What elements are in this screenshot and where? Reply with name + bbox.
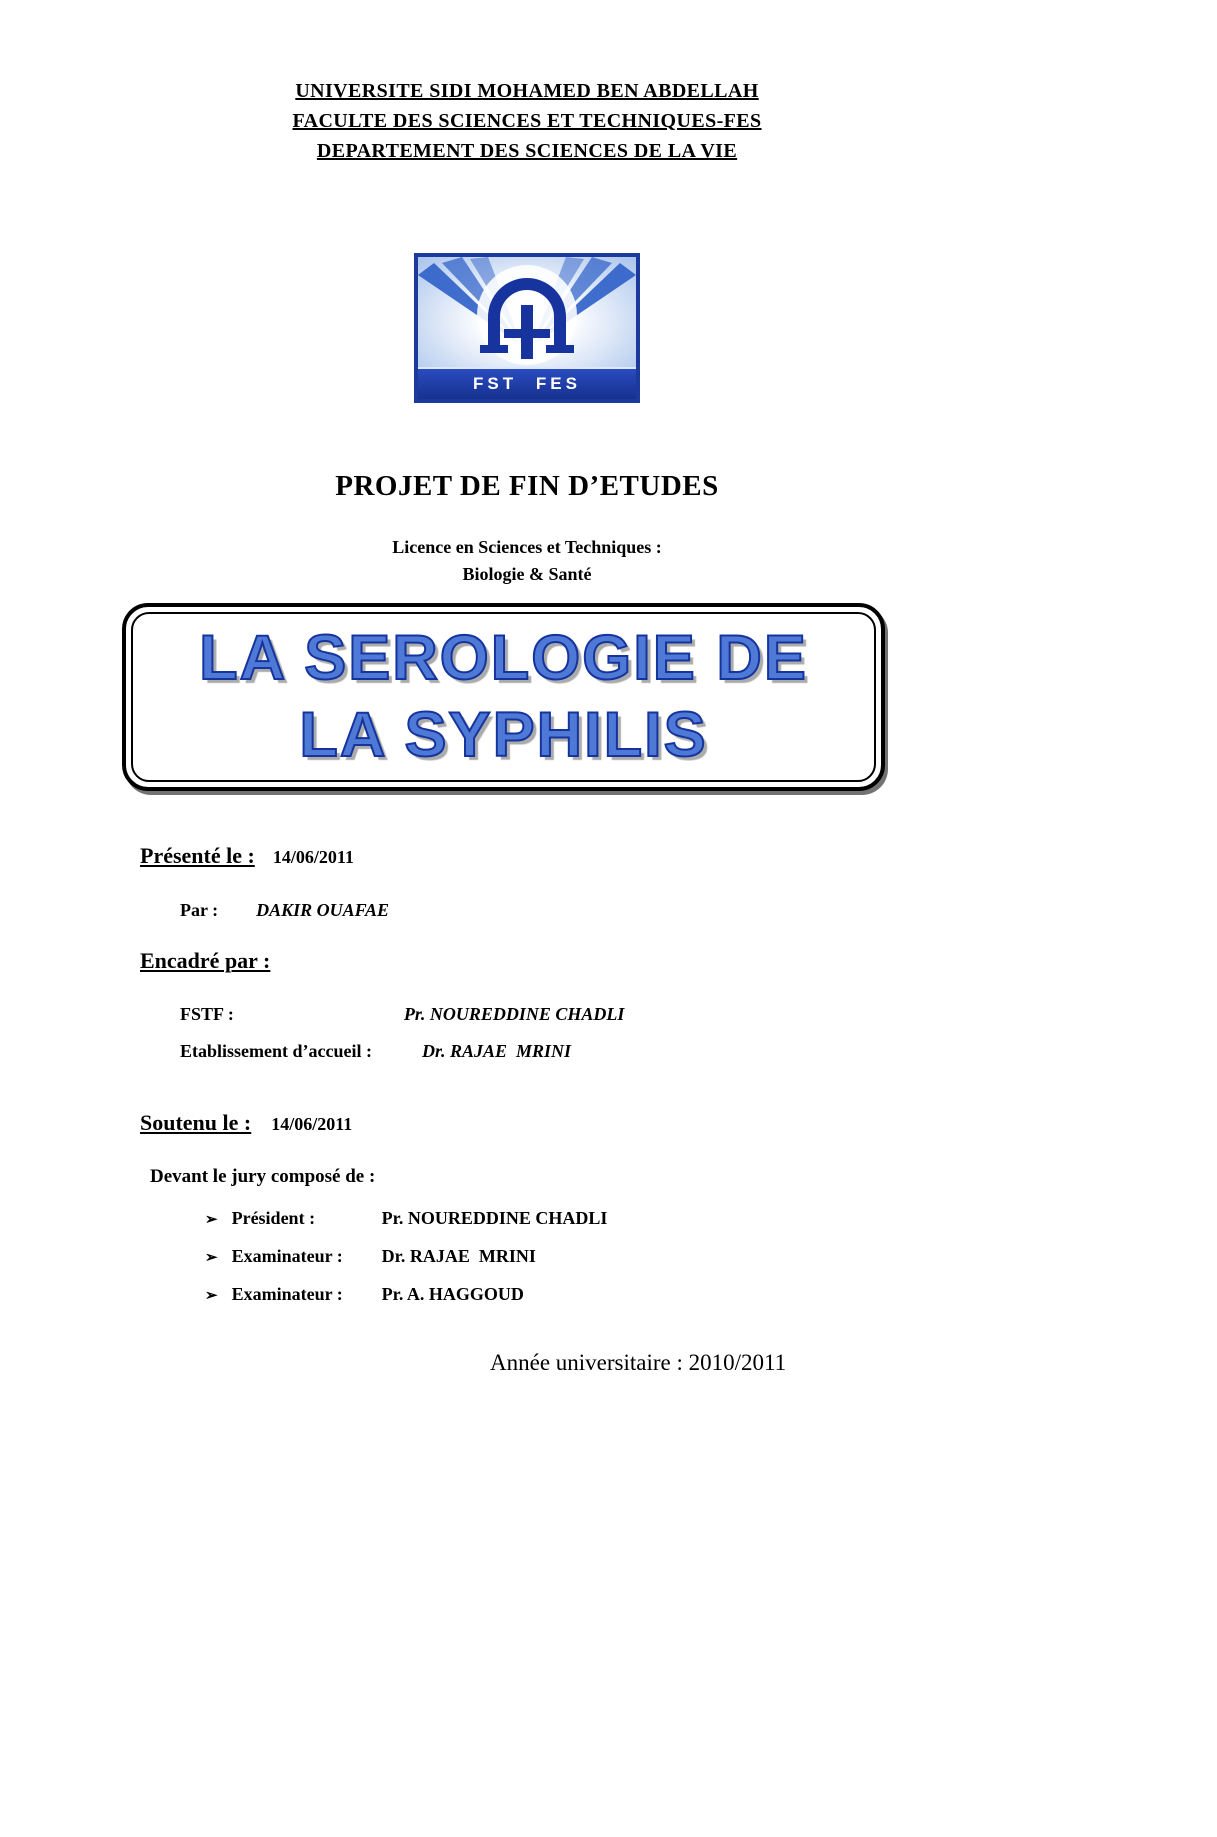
jury-role: Examinateur :	[231, 1284, 343, 1304]
jury-role: Président :	[231, 1208, 316, 1228]
host-institution-line	[180, 1041, 571, 1062]
university-header	[292, 76, 761, 166]
degree-line: Licence en Sciences et Techniques :	[392, 537, 662, 557]
presented-line	[140, 843, 354, 869]
jury-role: Examinateur :	[231, 1246, 343, 1266]
jury-item-examinateur-2	[205, 1284, 607, 1322]
soutenu-label: Soutenu le :	[140, 1110, 252, 1135]
jury-list	[205, 1208, 607, 1322]
encadre-label: Encadré par :	[140, 948, 271, 973]
specialty-line: Biologie & Santé	[462, 564, 592, 584]
jury-name: Pr. A. HAGGOUD	[381, 1284, 524, 1304]
main-title-line1: LA SEROLOGIE DE	[199, 623, 808, 693]
project-title: PROJET DE FIN D’ETUDES	[335, 470, 719, 502]
par-label: Par :	[180, 900, 219, 920]
etab-supervisor-name: Dr. RAJAE MRINI	[421, 1041, 572, 1061]
arrow-bullet-icon: ➢	[205, 1288, 218, 1304]
presented-label: Présenté le :	[140, 843, 255, 868]
fstf-label: FSTF :	[180, 1004, 234, 1024]
jury-intro: Devant le jury composé de :	[150, 1166, 376, 1187]
etab-label: Etablissement d’accueil :	[180, 1041, 372, 1061]
author-name: DAKIR OUAFAE	[256, 900, 390, 920]
fst-fes-logo	[414, 253, 640, 403]
jury-item-examinateur-1	[205, 1246, 607, 1284]
faculty-name: FACULTE DES SCIENCES ET TECHNIQUES-FES	[292, 110, 762, 132]
department-name: DEPARTEMENT DES SCIENCES DE LA VIE	[316, 140, 738, 162]
jury-name: Pr. NOUREDDINE CHADLI	[381, 1208, 608, 1228]
jury-item-president	[205, 1208, 607, 1246]
fst-logo-caption: FST FES	[473, 374, 581, 393]
arrow-bullet-icon: ➢	[205, 1250, 218, 1266]
jury-name: Dr. RAJAE MRINI	[381, 1246, 536, 1266]
main-title-line2: LA SYPHILIS	[299, 700, 708, 770]
main-title-box	[122, 603, 885, 791]
fstf-supervisor-line	[180, 1004, 624, 1025]
arrow-bullet-icon: ➢	[205, 1212, 218, 1228]
degree-subtitle	[392, 534, 661, 588]
fst-logo-banner	[418, 367, 636, 399]
university-name: UNIVERSITE SIDI MOHAMED BEN ABDELLAH	[295, 80, 759, 102]
fst-logo-art-icon	[418, 257, 636, 367]
soutenu-date: 14/06/2011	[271, 1114, 353, 1134]
supervised-line	[140, 948, 270, 974]
presented-date: 14/06/2011	[272, 847, 354, 867]
author-line	[180, 900, 389, 921]
main-title-box-inner	[131, 612, 876, 782]
fstf-supervisor-name: Pr. NOUREDDINE CHADLI	[403, 1004, 625, 1024]
academic-year: Année universitaire : 2010/2011	[490, 1350, 787, 1375]
defended-line	[140, 1110, 352, 1136]
